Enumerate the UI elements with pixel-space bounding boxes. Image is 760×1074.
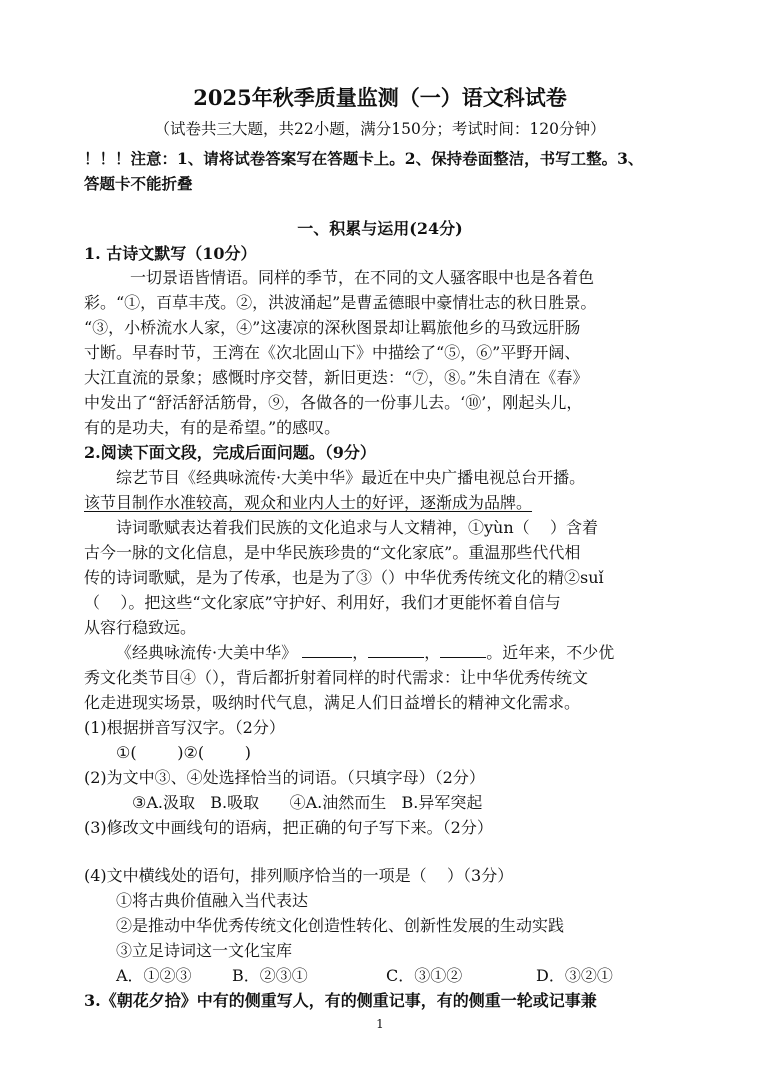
q2-paragraph-2: 传的诗词歌赋，是为了传承，也是为了③（）中华优秀传统文化的精②suǐ xyxy=(84,568,604,587)
comma: ， xyxy=(424,643,441,662)
q2-paragraph-2: 诗词歌赋表达着我们民族的文化追求与人文精神，①yùn（ ）含着 xyxy=(116,518,598,537)
q1-line: 寸断。早春时节，王湾在《次北固山下》中描绘了“⑤，⑥”平野开阔、 xyxy=(84,343,581,362)
sub-question-1: (1)根据拼音写汉字。（2分） xyxy=(84,718,285,737)
q1-line: 彩。“①，百草丰茂。②，洪波涌起”是曹孟德眼中豪情壮志的秋日胜景。 xyxy=(84,293,597,312)
page-title: 2025年秋季质量监测（一）语文科试卷 xyxy=(193,85,567,110)
fill-blank-3[interactable] xyxy=(440,643,486,658)
sub-question-3: (3)修改文中画线句的语病，把正确的句子写下来。（2分） xyxy=(84,818,493,837)
choice-d: D．③②① xyxy=(536,966,613,985)
q2-paragraph-3 xyxy=(116,643,614,663)
q2-paragraph-2: 古今一脉的文化信息，是中华民族珍贵的“文化家底”。重温那些代代相 xyxy=(84,543,581,562)
notice-line-1: ！！！注意：1、请将试卷答案写在答题卡上。2、保持卷面整洁，书写工整。3、 xyxy=(84,149,644,168)
fill-blank-2[interactable] xyxy=(368,643,424,658)
fill-blank-1[interactable] xyxy=(302,643,352,658)
choice-c: C．③①② xyxy=(386,966,463,985)
program-name: 《经典咏流传·大美中华》 xyxy=(116,643,298,662)
q1-line: 中发出了“舒活舒活筋骨，⑨，各做各的一份事儿去。‘⑩’，刚起头儿， xyxy=(84,393,583,412)
question-2-heading: 2.阅读下面文段，完成后面问题。（9分） xyxy=(84,443,376,462)
question-1-heading: 1. 古诗文默写（10分） xyxy=(84,244,257,263)
q1-line: 大江直流的景象；感慨时序交替，新旧更迭：“⑦，⑧。”朱自清在《春》 xyxy=(84,368,589,387)
q2-paragraph-2: 从容行稳致远。 xyxy=(84,618,197,637)
q1-line: 有的是功夫，有的是希望。”的感叹。 xyxy=(84,418,341,437)
question-3-heading: 3.《朝花夕拾》中有的侧重写人，有的侧重记事，有的侧重一轮或记事兼 xyxy=(84,991,597,1010)
underlined-sentence: 该节目制作水准较高，观众和业内人士的好评，逐渐成为品牌。 xyxy=(84,493,533,512)
choice-b: B．②③① xyxy=(232,966,308,985)
q1-line: “③，小桥流水人家，④”这凄凉的深秋图景却让羁旅他乡的马致远肝肠 xyxy=(84,318,581,337)
q2-paragraph-3: 秀文化类节目④（），背后都折射着同样的时代需求：让中华优秀传统文 xyxy=(84,668,589,687)
sub-question-2: (2)为文中③、④处选择恰当的词语。（只填字母）（2分） xyxy=(84,768,485,787)
choice-a: A．①②③ xyxy=(116,966,192,985)
sub-question-4-item: ①将古典价值融入当代表达 xyxy=(116,891,309,910)
q2-paragraph-3: 化走进现实场景，吸纳时代气息，满足人们日益增长的精神文化需求。 xyxy=(84,693,581,712)
notice-line-2: 答题卡不能折叠 xyxy=(84,174,193,193)
sub-question-4: (4)文中横线处的语句，排列顺序恰当的一项是（ ）（3分） xyxy=(84,866,514,885)
sub-question-4-item: ③立足诗词这一文化宝库 xyxy=(116,941,293,960)
section-heading-1: 一、积累与运用(24分) xyxy=(297,219,463,238)
comma: ， xyxy=(352,643,369,662)
q1-line: 一切景语皆情语。同样的季节，在不同的文人骚客眼中也是各着色 xyxy=(130,268,595,287)
q2-paragraph-1: 综艺节目《经典咏流传·大美中华》最近在中央广播电视总台开播。 xyxy=(116,468,586,487)
sub-question-4-item: ②是推动中华优秀传统文化创造性转化、创新性发展的生动实践 xyxy=(116,916,565,935)
sub-question-1-answers: ①( )②( ) xyxy=(116,743,252,762)
paragraph-3-end: 。近年来，不少优 xyxy=(486,643,615,662)
sub-question-2-options: ③A.汲取 B.吸取 ④A.油然而生 B.异军突起 xyxy=(132,793,483,812)
exam-subtitle: （试卷共三大题，共22小题，满分150分；考试时间：120分钟） xyxy=(154,120,606,138)
page-number: 1 xyxy=(376,1017,384,1031)
q2-paragraph-2: （ ）。把这些“文化家底”守护好、利用好，我们才更能怀着自信与 xyxy=(84,593,561,612)
